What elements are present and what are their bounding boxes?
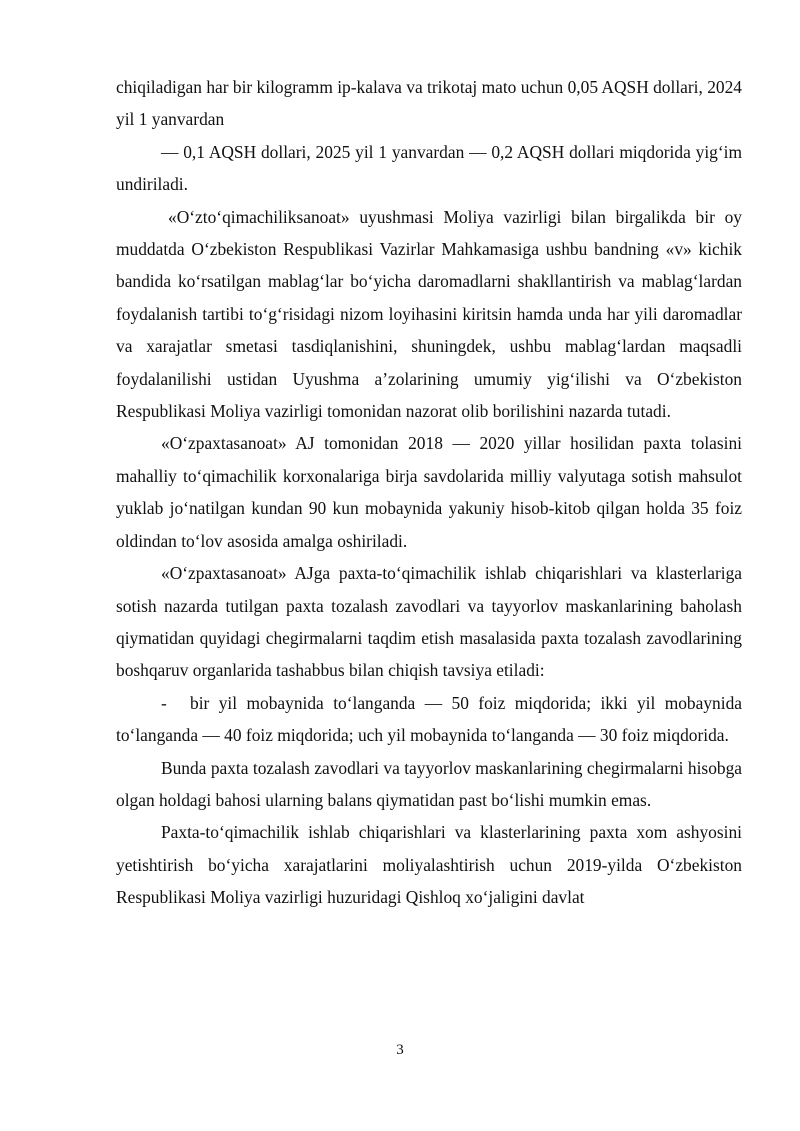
page-number: 3	[396, 1042, 404, 1058]
bullet-marker: -	[161, 692, 167, 713]
paragraph-financing: Paxta-to‘qimachilik ishlab chiqarishlari va klasterlarining paxta xom ashyosini yetishtirish bo‘yicha xarajatlarini moliyalashtirish uchun 2019-yilda O‘zbekiston Respublikasi Moliya vazirligi huzuridagi Qishloq xo‘jaligini davlat	[116, 822, 742, 908]
paragraph-ginnery-discounts: «O‘zpaxtasanoat» AJga paxta-to‘qimachilik ishlab chiqarishlari va klasterlariga sotish nazarda tutilgan paxta tozalash zavodlari va tayyorlov maskanlarining baholash qiymatidan quyidagi chegirmalarni taqdim etish masalasida paxta tozalash zavodlarining boshqaruv organlarida tashabbus bilan chiqish tavsiya etiladi:	[116, 563, 742, 681]
bullet-text: bir yil mobaynida to‘langanda — 50 foiz miqdorida; ikki yil mobaynida to‘langanda — 40 foiz miqdorida; uch yil mobaynida to‘langanda — 30 foiz miqdorida.	[116, 692, 742, 746]
paragraph-balance-value: Bunda paxta tozalash zavodlari va tayyorlov maskanlarining chegirmalarni hisobga olgan holdagi bahosi ularning balans qiymatidan past bo‘lishi mumkin emas.	[116, 757, 742, 810]
bullet-item-discounts	[116, 687, 742, 752]
document-body	[116, 71, 742, 914]
paragraph-association-regulation: «O‘zto‘qimachiliksanoat» uyushmasi Moliya vazirligi bilan birgalikda bir oy muddatda O‘zbekiston Respublikasi Vazirlar Mahkamasiga ushbu bandning «v» kichik bandida ko‘rsatilgan mablag‘lar bo‘yicha daromadlarni shakllantirish va mablag‘lardan foydalanish tartibi to‘g‘risidagi nizom loyihasini kiritsin hamda unda har yili daromadlar va xarajatlar smetasi tasdiqlanishini, shuningdek, ushbu mablag‘lardan maqsadli foydalanilishi ustidan Uyushma a’zolarining umumiy yig‘ilishi va O‘zbekiston Respublikasi Moliya vazirligi tomonidan nazorat olib borilishini nazarda tutadi.	[116, 206, 742, 422]
paragraph-cotton-fiber-sale: «O‘zpaxtasanoat» AJ tomonidan 2018 — 2020 yillar hosilidan paxta tolasini mahalliy to‘qimachilik korxonalariga birja savdolarida milliy valyutaga sotish mahsulot yuklab jo‘natilgan kundan 90 kun mobaynida yakuniy hisob-kitob qilgan holda 35 foiz oldindan to‘lov asosida amalga oshiriladi.	[116, 433, 742, 551]
paragraph-continuation: chiqiladigan har bir kilogramm ip-kalava va trikotaj mato uchun 0,05 AQSH dollari, 2024 yil 1 yanvardan	[116, 77, 742, 130]
paragraph-fee-rates: — 0,1 AQSH dollari, 2025 yil 1 yanvardan — 0,2 AQSH dollari miqdorida yig‘im undiriladi.	[116, 141, 742, 195]
